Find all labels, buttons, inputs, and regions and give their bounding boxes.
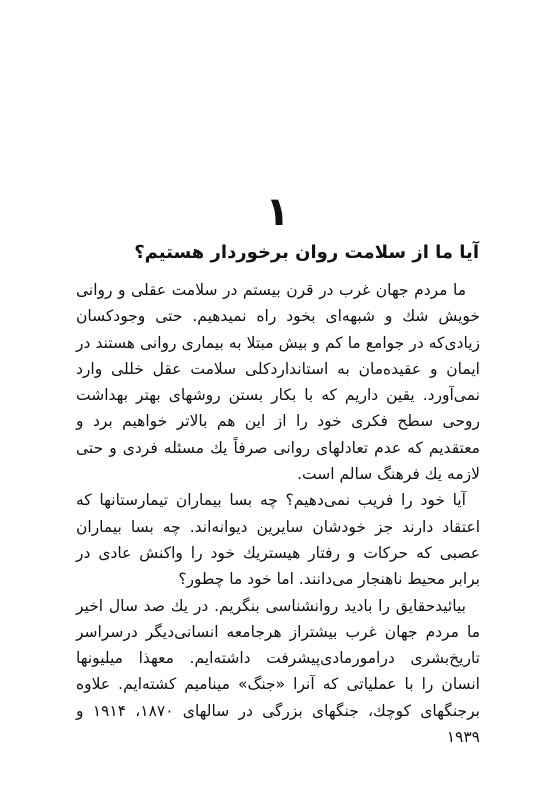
paragraph: ما مردم جهان غرب در قرن بیستم در سلامت عقلی و روانی خویش شك و شبهه‌ای بخود راه نمیدهیم. حتی وجودکسان زیادی‌که در جوامع ما کم و بیش مبتلا به بیماری روانی هستند در ایمان و عقیده‌مان به استانداردکلی سلامت عقل خللی وارد نمی‌آورد. یقین داریم که با بکار بستن روشهای بهتر بهداشت روحی سطح فکری خود را از این هم بالاتر خواهیم برد و معتقدیم که عدم تعادلهای روانی صرفاً یك مسئله فردی و حتی لازمه يك فرهنگ سالم است. [76,281,480,484]
paragraph: آیا خود را فریب نمی‌دهیم؟ چه بسا بیماران تیمارستانها که اعتقاد دارند جز خودشان سایرین دیوانه‌اند. چه بسا بیماران عصبی که حرکات و رفتار هیستریك خود را واکنش عادی در برابر محیط ناهنجار می‌دانند. اما خود ما چطور؟ [76,491,480,589]
body-text [76,277,480,750]
chapter-number: ۱ [265,189,290,235]
paragraph: بیائیدحقایق را بادید روانشناسی بنگریم. در یك صد سال اخیر ما مردم جهان غرب بیشتراز هرجامعه انسانی‌دیگر درسراسر تاریخ‌بشری درامورمادی‌پیشرفت داشته‌ایم. معهذا میلیونها انسان را با عملیاتی که آنرا «جنگ» مینامیم کشته‌ایم. علاوه برجنگهای کوچك، جنگهای بزرگی در سالهای ۱۸۷۰، ۱۹۱۴ و ۱۹۳۹ [76,596,480,747]
chapter-title: آیا ما از سلامت روان برخوردار هستیم؟ [134,242,479,263]
